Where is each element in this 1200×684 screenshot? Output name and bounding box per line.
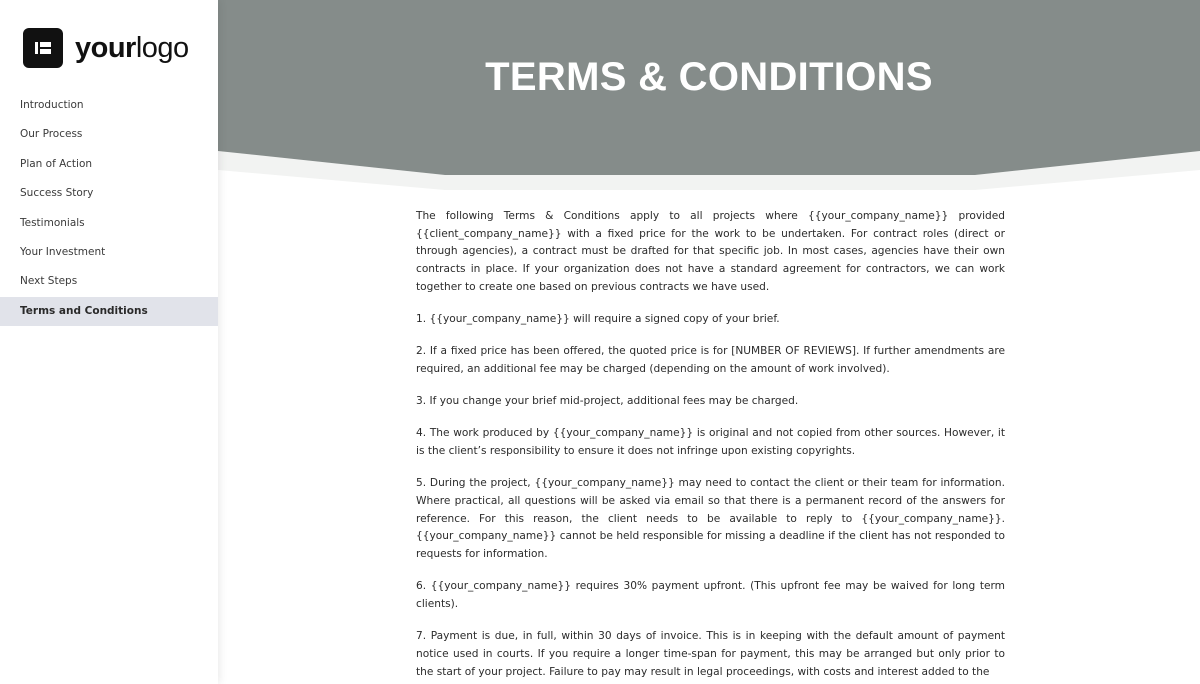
terms-content	[416, 208, 1005, 684]
sidebar-item-success-story[interactable]: Success Story	[20, 187, 94, 200]
logo-mark-icon	[23, 28, 63, 68]
page-title: TERMS & CONDITIONS	[485, 55, 933, 99]
logo[interactable]	[23, 28, 189, 68]
term-item-6: 6. {{your_company_name}} requires 30% payment upfront. (This upfront fee may be waived for long term clients).	[416, 580, 1005, 610]
term-item-5: 5. During the project, {{your_company_name}} may need to contact the client or their team for information. Where practical, all questions will be asked via email so that there is a permanent record of the answers for reference. For this reason, the client needs to be available to reply to {{your_company_name}}. {{your_company_name}} cannot be held responsible for missing a deadline if the client has not responded to requests for information.	[416, 477, 1005, 561]
sidebar-item-your-investment[interactable]: Your Investment	[20, 245, 106, 258]
sidebar-item-introduction[interactable]: Introduction	[20, 99, 84, 111]
sidebar-item-terms-and-conditions[interactable]: Terms and Conditions	[0, 297, 218, 326]
sidebar-item-testimonials[interactable]: Testimonials	[20, 216, 85, 229]
term-item-7: 7. Payment is due, in full, within 30 days of invoice. This is in keeping with the default amount of payment notice used in courts. If you require a longer time-span for payment, this may be arranged but only prior to the start of your project. Failure to pay may result in legal proceedings, with costs and interest added to the	[416, 630, 1005, 678]
sidebar-item-next-steps[interactable]: Next Steps	[20, 275, 78, 288]
term-item-2: 2. If a fixed price has been offered, the quoted price is for [NUMBER OF REVIEWS]. If further amendments are required, an additional fee may be charged (depending on the amount of work involved).	[416, 345, 1005, 375]
sidebar-item-plan-of-action[interactable]: Plan of Action	[20, 157, 93, 170]
term-item-4: 4. The work produced by {{your_company_name}} is original and not copied from other sources. However, it is the client’s responsibility to ensure it does not infringe upon existing copyrights.	[416, 427, 1005, 458]
sidebar-item-our-process[interactable]: Our Process	[20, 128, 83, 141]
page-header	[218, 0, 1200, 190]
logo-text: yourlogo	[75, 32, 189, 64]
section-nav	[0, 91, 218, 326]
sidebar	[0, 0, 218, 684]
term-item-3: 3. If you change your brief mid-project, additional fees may be charged.	[416, 395, 799, 408]
intro-paragraph: The following Terms & Conditions apply to all projects where {{your_company_name}} provided {{client_company_name}} with a fixed price for the work to be undertaken. For contract roles (direct or through agencies), a contract must be drafted for that specific job. In most cases, agencies have their own contracts in place. If your organization does not have a standard agreement for contractors, we can work together to create one based on previous contracts we have used.	[416, 210, 1005, 293]
term-item-1: 1. {{your_company_name}} will require a signed copy of your brief.	[416, 313, 780, 326]
